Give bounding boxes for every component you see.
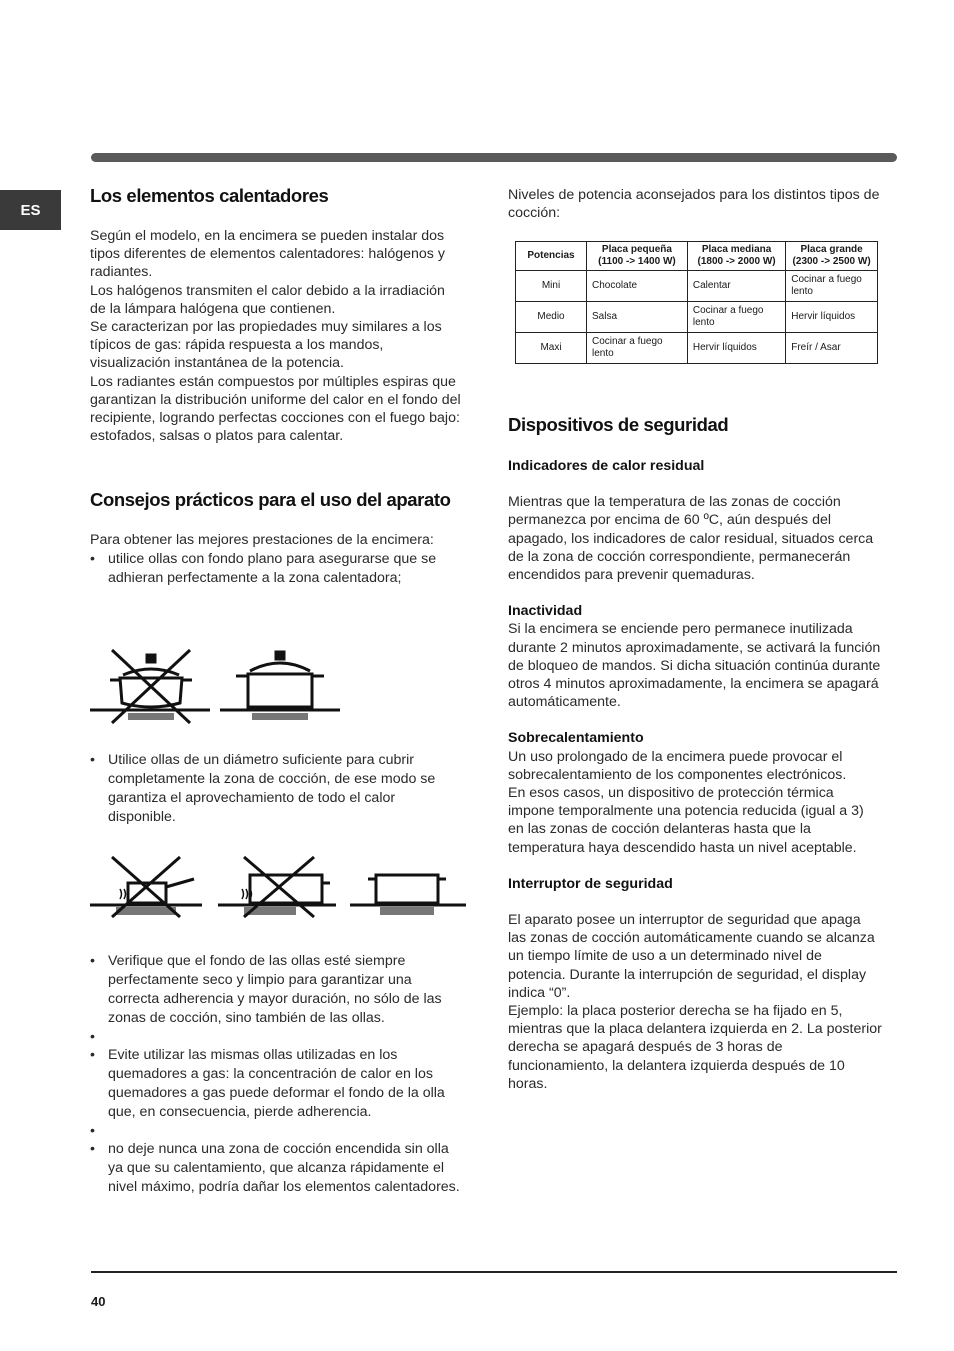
- table-header-cell: Placa mediana (1800 -> 2000 W): [687, 242, 785, 271]
- tip-diameter: • Utilice ollas de un diámetro suficiente para cubrir completamente la zona de cocción, de ese modo se garantiza el aprovechamiento de todo el calor disponible.: [90, 751, 464, 827]
- bottom-rule: [91, 1271, 897, 1273]
- table-row: [516, 271, 878, 302]
- tips-list-2: [90, 751, 464, 827]
- tips-intro: Para obtener las mejores prestaciones de la encimera:: [90, 532, 434, 549]
- tips-title: Consejos prácticos para el uso del aparato: [90, 489, 451, 511]
- table-cell: Maxi: [516, 333, 587, 364]
- safety-section: [508, 413, 882, 1093]
- tip-dry-clean: • Verifique que el fondo de las ollas esté siempre perfectamente seco y limpio para garantizar una correcta adherencia y mayor duración, no sólo de las zonas de cocción, sino también de las ollas.: [90, 952, 464, 1028]
- heating-paragraph: Se caracterizan por las propiedades muy similares a los típicos de gas: rápida respuesta a los mandos, visualización instantánea de la potencia.: [90, 319, 442, 372]
- top-rule-bar: [91, 153, 897, 162]
- wrong-pot-icon: [90, 650, 210, 723]
- heating-paragraph: Los halógenos transmiten el calor debido a la irradiación de la lámpara halógena que contienen.: [90, 282, 445, 317]
- heating-paragraph: Los radiantes están compuestos por múltiples espiras que garantizan la distribución uniforme del calor en el fondo del recipiente, logrando perfectas cocciones con el fuego bajo: estofados, salsas o platos para calentar.: [90, 373, 461, 445]
- page-number: 40: [91, 1294, 106, 1309]
- table-cell: Chocolate: [587, 271, 688, 302]
- tip-gas-pots: • Evite utilizar las mismas ollas utilizadas en los quemadores a gas: la concentración de calor en los quemadores a gas puede deformar el fondo de la olla que, en consecuencia, pierde adherencia.: [90, 1046, 464, 1122]
- tip-empty-zone: • no deje nunca una zona de cocción encendida sin olla ya que su calentamiento, que alcanza rápidamente el nivel máximo, podría dañar los elementos calentadores.: [90, 1140, 464, 1197]
- inactivity-subtitle: Inactividad: [508, 603, 583, 620]
- table-header-cell: Placa pequeña (1100 -> 1400 W): [587, 242, 688, 271]
- table-cell: Cocinar a fuego lento: [587, 333, 688, 364]
- table-row: [516, 333, 878, 364]
- inactivity-text: Si la encimera se enciende pero permanece inutilizada durante 2 minutos aproximadamente, se activará la función de bloqueo de mandos. Si dicha situación continúa durante otros 4 minutos aproximadamente, la encimera se apagará automáticamente.: [508, 621, 881, 711]
- safety-switch-subtitle: Interruptor de seguridad: [508, 875, 673, 892]
- power-intro: Niveles de potencia aconsejados para los distintos tipos de cocción:: [508, 187, 880, 222]
- table-cell: Mini: [516, 271, 587, 302]
- language-tab: ES: [0, 190, 61, 230]
- table-header-row: [516, 242, 878, 271]
- table-cell: Cocinar a fuego lento: [687, 302, 785, 333]
- table-header-cell: Potencias: [516, 242, 587, 271]
- table-header-cell: Placa grande (2300 -> 2500 W): [786, 242, 878, 271]
- table-cell: Salsa: [587, 302, 688, 333]
- overheat-text: Un uso prolongado de la encimera puede provocar el sobrecalentamiento de los componentes electrónicos.: [508, 748, 847, 783]
- tip-flat-bottom: • utilice ollas con fondo plano para asegurarse que se adhieran perfectamente a la zona calentadora;: [90, 550, 464, 588]
- safety-switch-text: El aparato posee un interruptor de seguridad que apaga las zonas de cocción automáticamente cuando se alcanza un tiempo límite de uso a un determinado nivel de potencia. Durante la interrupción de seguridad, el display indica “0”.: [508, 912, 875, 1001]
- table-cell: Medio: [516, 302, 587, 333]
- tips-list-3: [90, 952, 464, 1197]
- spacer: [90, 1122, 464, 1140]
- left-column: [90, 184, 464, 588]
- table-cell: Cocinar a fuego lento: [786, 271, 878, 302]
- correct-pot-icon: [220, 652, 340, 720]
- heating-elements-title: Los elementos calentadores: [90, 185, 329, 206]
- spacer: [90, 1028, 464, 1046]
- table-cell: Hervir líquidos: [786, 302, 878, 333]
- small-pot-wrong-icon: [90, 857, 202, 917]
- fitting-pot-icon: [350, 875, 466, 915]
- table-row: [516, 302, 878, 333]
- table-cell: Hervir líquidos: [687, 333, 785, 364]
- residual-heat-text: Mientras que la temperatura de las zonas de cocción permanezca por encima de 60 ºC, aún después del apagado, los indicadores de calor residual, situados cerca de la zona de cocción correspondiente, permanecerán encendidos para prevenir quemaduras.: [508, 494, 874, 584]
- overheat-text: En esos casos, un dispositivo de protección térmica impone temporalmente una potencia reducida (igual a 3) en las zonas de cocción delanteras hasta que la temperatura haya descendido hasta un nivel aceptable.: [508, 785, 864, 856]
- heating-paragraph: Según el modelo, en la encimera se pueden instalar dos tipos diferentes de elementos calentadores: halógenos y radiantes.: [90, 228, 445, 281]
- safety-title: Dispositivos de seguridad: [508, 414, 729, 435]
- pot-diameter-figure: [90, 853, 466, 921]
- safety-switch-text: Ejemplo: la placa posterior derecha se ha fijado en 5, mientras que la placa delantera izquierda en 2. La posterior derecha se apagará después de 3 horas de funcionamiento, la delantera izquierda después de 10 horas.: [508, 1003, 882, 1092]
- right-column: [508, 186, 882, 222]
- flat-bottom-pots-figure: [90, 645, 350, 725]
- overheat-subtitle: Sobrecalentamiento: [508, 730, 644, 747]
- table-cell: Freír / Asar: [786, 333, 878, 364]
- table-cell: Calentar: [687, 271, 785, 302]
- power-levels-table: [515, 241, 878, 364]
- big-pot-wrong-icon: [218, 857, 336, 917]
- residual-heat-subtitle: Indicadores de calor residual: [508, 458, 705, 474]
- tips-list-1: [90, 550, 464, 588]
